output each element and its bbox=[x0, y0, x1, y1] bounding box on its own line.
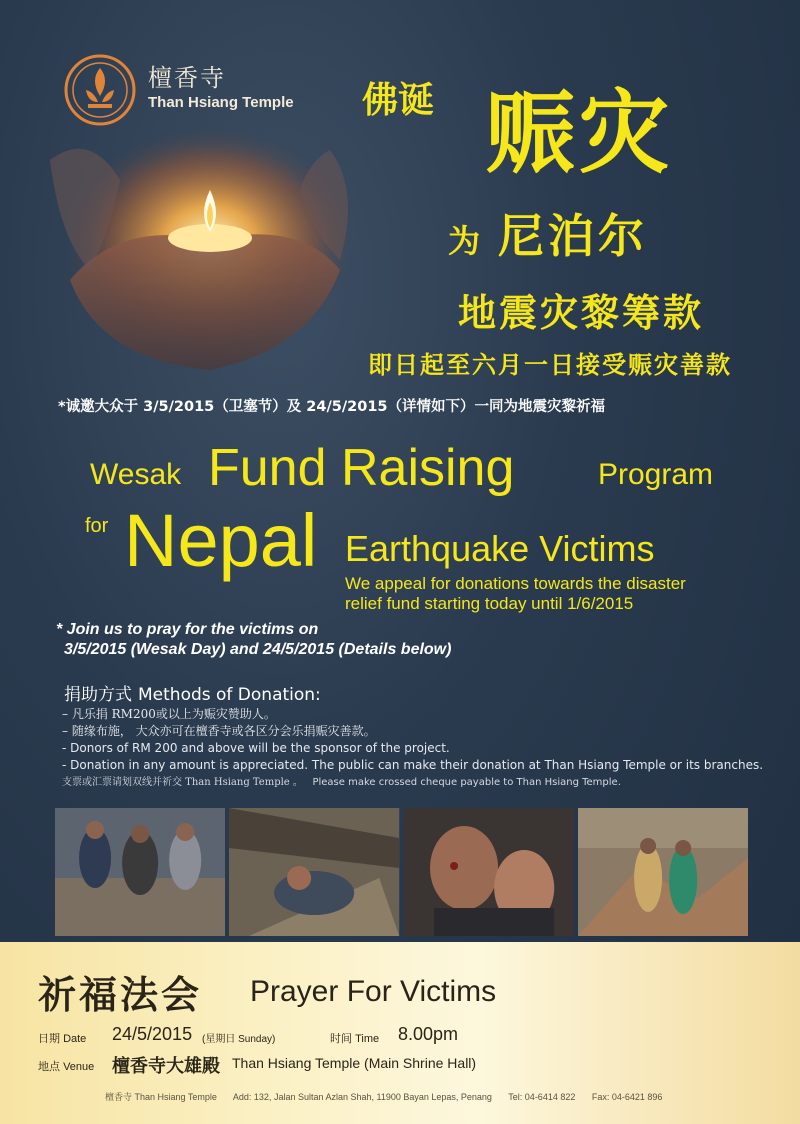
venue-label-cn: 地点 bbox=[38, 1060, 60, 1073]
candle-hands-illustration bbox=[30, 120, 350, 390]
headline-en-for: for bbox=[85, 515, 109, 537]
headline-en-fund-raising: Fund Raising bbox=[208, 439, 515, 497]
headline-cn-wesak: 佛诞 bbox=[362, 79, 435, 121]
photo-strip bbox=[55, 808, 748, 936]
prayer-title-en: Prayer For Victims bbox=[250, 975, 497, 1008]
invite-cn: *诚邀大众于 3/5/2015（卫塞节）及 24/5/2015（详情如下）一同为地震灾黎祈福 bbox=[58, 399, 606, 415]
venue-label bbox=[38, 1058, 94, 1074]
time-label-en: Time bbox=[355, 1033, 380, 1045]
footer-address: Add: 132, Jalan Sultan Azlan Shah, 11900 Bayan Lepas, Penang bbox=[232, 1092, 492, 1102]
rescue-photo-1 bbox=[55, 808, 225, 936]
footer-org: 檀香寺 Than Hsiang Temple bbox=[105, 1092, 217, 1102]
donation-methods-title bbox=[64, 680, 321, 705]
headline-cn-for: 为 bbox=[448, 222, 485, 260]
headline-cn-nepal-text: 尼泊尔 bbox=[498, 209, 649, 263]
venue-en: Than Hsiang Temple (Main Shrine Hall) bbox=[232, 1055, 477, 1071]
time-label-cn: 时间 bbox=[330, 1032, 352, 1045]
appeal-line-1: We appeal for donations towards the disaster bbox=[345, 574, 686, 593]
footer-contact bbox=[105, 1090, 676, 1103]
temple-logo-icon bbox=[60, 50, 140, 130]
donation-item: - Donors of RM 200 and above will be the sponsor of the project. bbox=[62, 741, 450, 755]
date-day: (星期日 Sunday) bbox=[202, 1034, 276, 1045]
venue-label-en: Venue bbox=[63, 1061, 95, 1073]
headline-cn-relief: 赈灾 bbox=[485, 80, 673, 186]
headline-en-nepal: Nepal bbox=[124, 499, 318, 582]
join-prayer-text bbox=[56, 620, 451, 660]
headline-en-wesak: Wesak bbox=[90, 458, 182, 491]
appeal-text bbox=[345, 574, 686, 614]
donation-item: - Donation in any amount is appreciated. The public can make their donation at Than Hsiang Temple or its branches. bbox=[62, 758, 764, 772]
join-line-2: 3/5/2015 (Wesak Day) and 24/5/2015 (Details below) bbox=[64, 641, 452, 658]
headline-en-earthquake-victims: Earthquake Victims bbox=[345, 528, 655, 569]
donation-title-en: Methods of Donation: bbox=[138, 685, 321, 705]
cheque-note-cn: 支票或汇票请划双线并祈交 Than Hsiang Temple 。 bbox=[62, 777, 303, 788]
cheque-note-en: Please make crossed cheque payable to Than Hsiang Temple. bbox=[312, 777, 621, 788]
cheque-note bbox=[62, 774, 763, 791]
footer-fax: Fax: 04-6421 896 bbox=[591, 1092, 663, 1102]
donation-title-cn: 捐助方式 bbox=[64, 685, 132, 705]
prayer-title-cn: 祈福法会 bbox=[38, 972, 203, 1017]
date-label-en: Date bbox=[63, 1033, 87, 1045]
rescue-photo-2 bbox=[229, 808, 399, 936]
venue-cn: 檀香寺大雄殿 bbox=[112, 1056, 220, 1077]
victims-photo-3 bbox=[404, 808, 574, 936]
headline-cn-period: 即日起至六月一日接受赈灾善款 bbox=[368, 350, 732, 379]
rubble-photo-4 bbox=[578, 808, 748, 936]
time-label bbox=[330, 1030, 379, 1046]
donation-methods-list bbox=[62, 706, 763, 791]
temple-name-cn: 檀香寺 bbox=[148, 64, 226, 92]
headline-en-program: Program bbox=[598, 458, 714, 491]
headline-cn-nepal bbox=[448, 200, 648, 266]
date-label bbox=[38, 1030, 86, 1046]
date-label-cn: 日期 bbox=[38, 1032, 60, 1045]
date-value: 24/5/2015 bbox=[112, 1024, 193, 1044]
appeal-line-2: relief fund starting today until 1/6/2015 bbox=[345, 594, 634, 613]
donation-item: – 凡乐捐 RM200或以上为赈灾赞助人。 bbox=[62, 707, 276, 721]
join-line-1: * Join us to pray for the victims on bbox=[56, 621, 319, 638]
footer-tel: Tel: 04-6414 822 bbox=[508, 1092, 576, 1102]
time-value: 8.00pm bbox=[398, 1024, 459, 1044]
temple-name-en: Than Hsiang Temple bbox=[148, 94, 294, 111]
headline-cn-fundraise: 地震灾黎筹款 bbox=[458, 290, 705, 335]
donation-item: – 随缘布施， 大众亦可在檀香寺或各区分会乐捐赈灾善款。 bbox=[62, 724, 376, 738]
